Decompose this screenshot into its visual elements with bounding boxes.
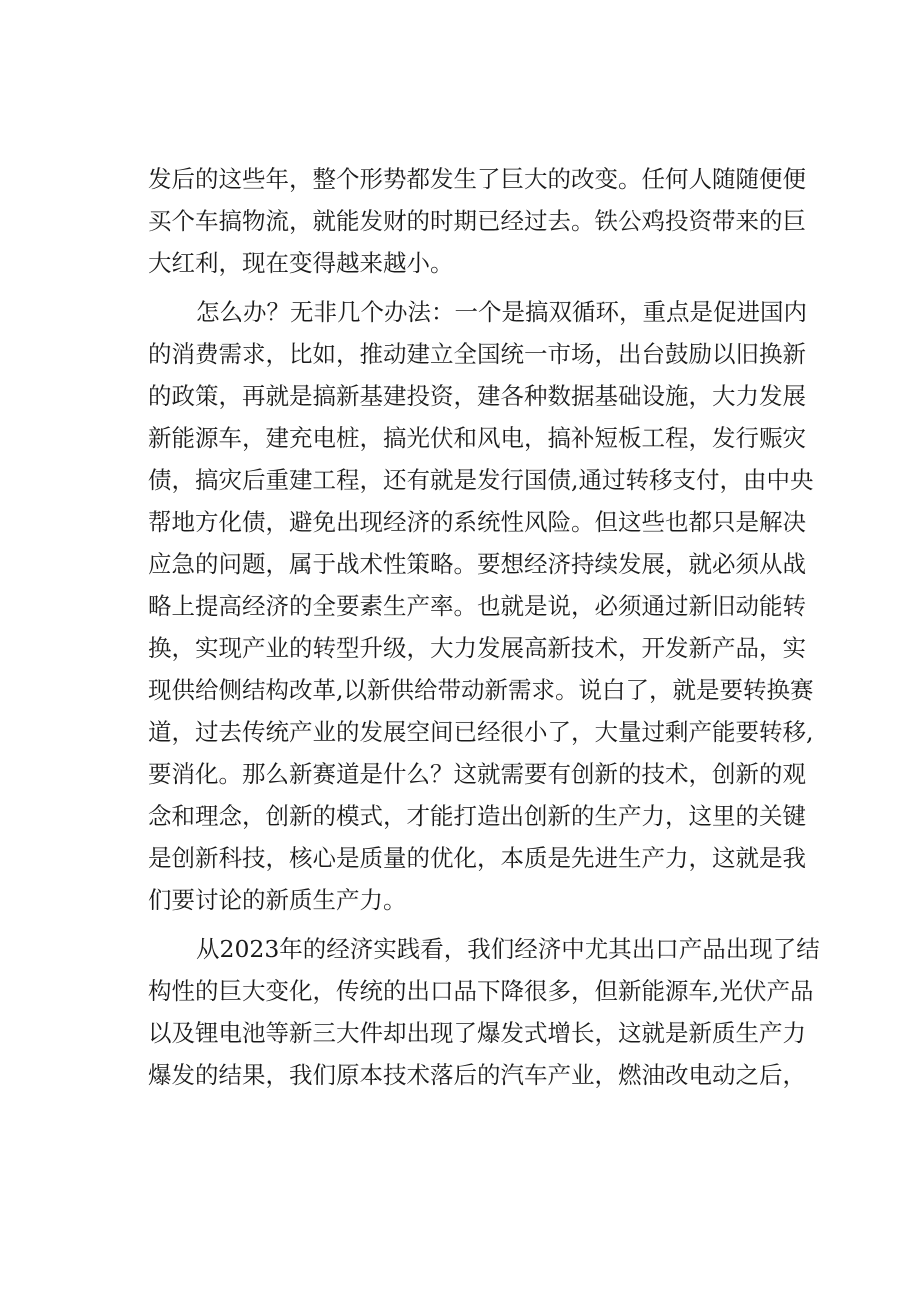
paragraph-2 xyxy=(148,291,814,921)
paragraph-2-line-13: 念和理念，创新的模式，才能打造出创新的生产力，这里的关键 xyxy=(148,802,806,830)
paragraph-2-line-12: 要消化。那么新赛道是什么？这就需要有创新的技术，创新的观 xyxy=(148,760,806,788)
paragraph-2-line-14: 是创新科技，核心是质量的优化，本质是先进生产力，这就是我 xyxy=(148,844,806,872)
paragraph-2-line-2: 的消费需求，比如，推动建立全国统一市场，出台鼓励以旧换新 xyxy=(148,340,806,368)
paragraph-2-line-8: 略上提高经济的全要素生产率。也就是说，必须通过新旧动能转 xyxy=(148,592,806,620)
paragraph-2-line-10: 现供给侧结构改革,以新供给带动新需求。说白了，就是要转换赛 xyxy=(148,676,814,704)
paragraph-3-line-3: 以及锂电池等新三大件却出现了爆发式增长，这就是新质生产力 xyxy=(148,1019,806,1047)
paragraph-gap xyxy=(148,921,776,928)
paragraph-gap xyxy=(148,284,776,291)
paragraph-2-line-1: 怎么办？无非几个办法：一个是搞双循环，重点是促进国内 xyxy=(196,298,807,326)
paragraph-3 xyxy=(148,928,820,1096)
paragraph-3-line-4: 爆发的结果，我们原本技术落后的汽车产业，燃油改电动之后， xyxy=(148,1061,806,1089)
paragraph-3-line-2: 构性的巨大变化，传统的出口品下降很多，但新能源车,光伏产品 xyxy=(148,977,814,1005)
paragraph-1 xyxy=(148,158,806,284)
paragraph-2-line-4: 新能源车，建充电桩，搞光伏和风电，搞补短板工程，发行赈灾 xyxy=(148,424,806,452)
paragraph-1-line-1: 发后的这些年，整个形势都发生了巨大的改变。任何人随随便便 xyxy=(148,165,806,193)
document-body xyxy=(148,158,820,1096)
paragraph-2-line-11: 道，过去传统产业的发展空间已经很小了，大量过剩产能要转移, xyxy=(148,718,814,746)
paragraph-1-line-3: 大红利，现在变得越来越小。 xyxy=(148,249,454,277)
paragraph-2-line-7: 应急的问题，属于战术性策略。要想经济持续发展，就必须从战 xyxy=(148,550,806,578)
paragraph-2-line-3: 的政策，再就是搞新基建投资，建各种数据基础设施，大力发展 xyxy=(148,382,806,410)
paragraph-2-line-6: 帮地方化债，避免出现经济的系统性风险。但这些也都只是解决 xyxy=(148,508,806,536)
paragraph-2-line-5: 债，搞灾后重建工程，还有就是发行国债,通过转移支付，由中央 xyxy=(148,466,814,494)
paragraph-3-line-1: 从2023年的经济实践看，我们经济中尤其出口产品出现了结 xyxy=(196,935,820,963)
paragraph-1-line-2: 买个车搞物流，就能发财的时期已经过去。铁公鸡投资带来的巨 xyxy=(148,207,806,235)
paragraph-2-line-9: 换，实现产业的转型升级，大力发展高新技术，开发新产品，实 xyxy=(148,634,806,662)
paragraph-2-line-15: 们要讨论的新质生产力。 xyxy=(148,886,407,914)
